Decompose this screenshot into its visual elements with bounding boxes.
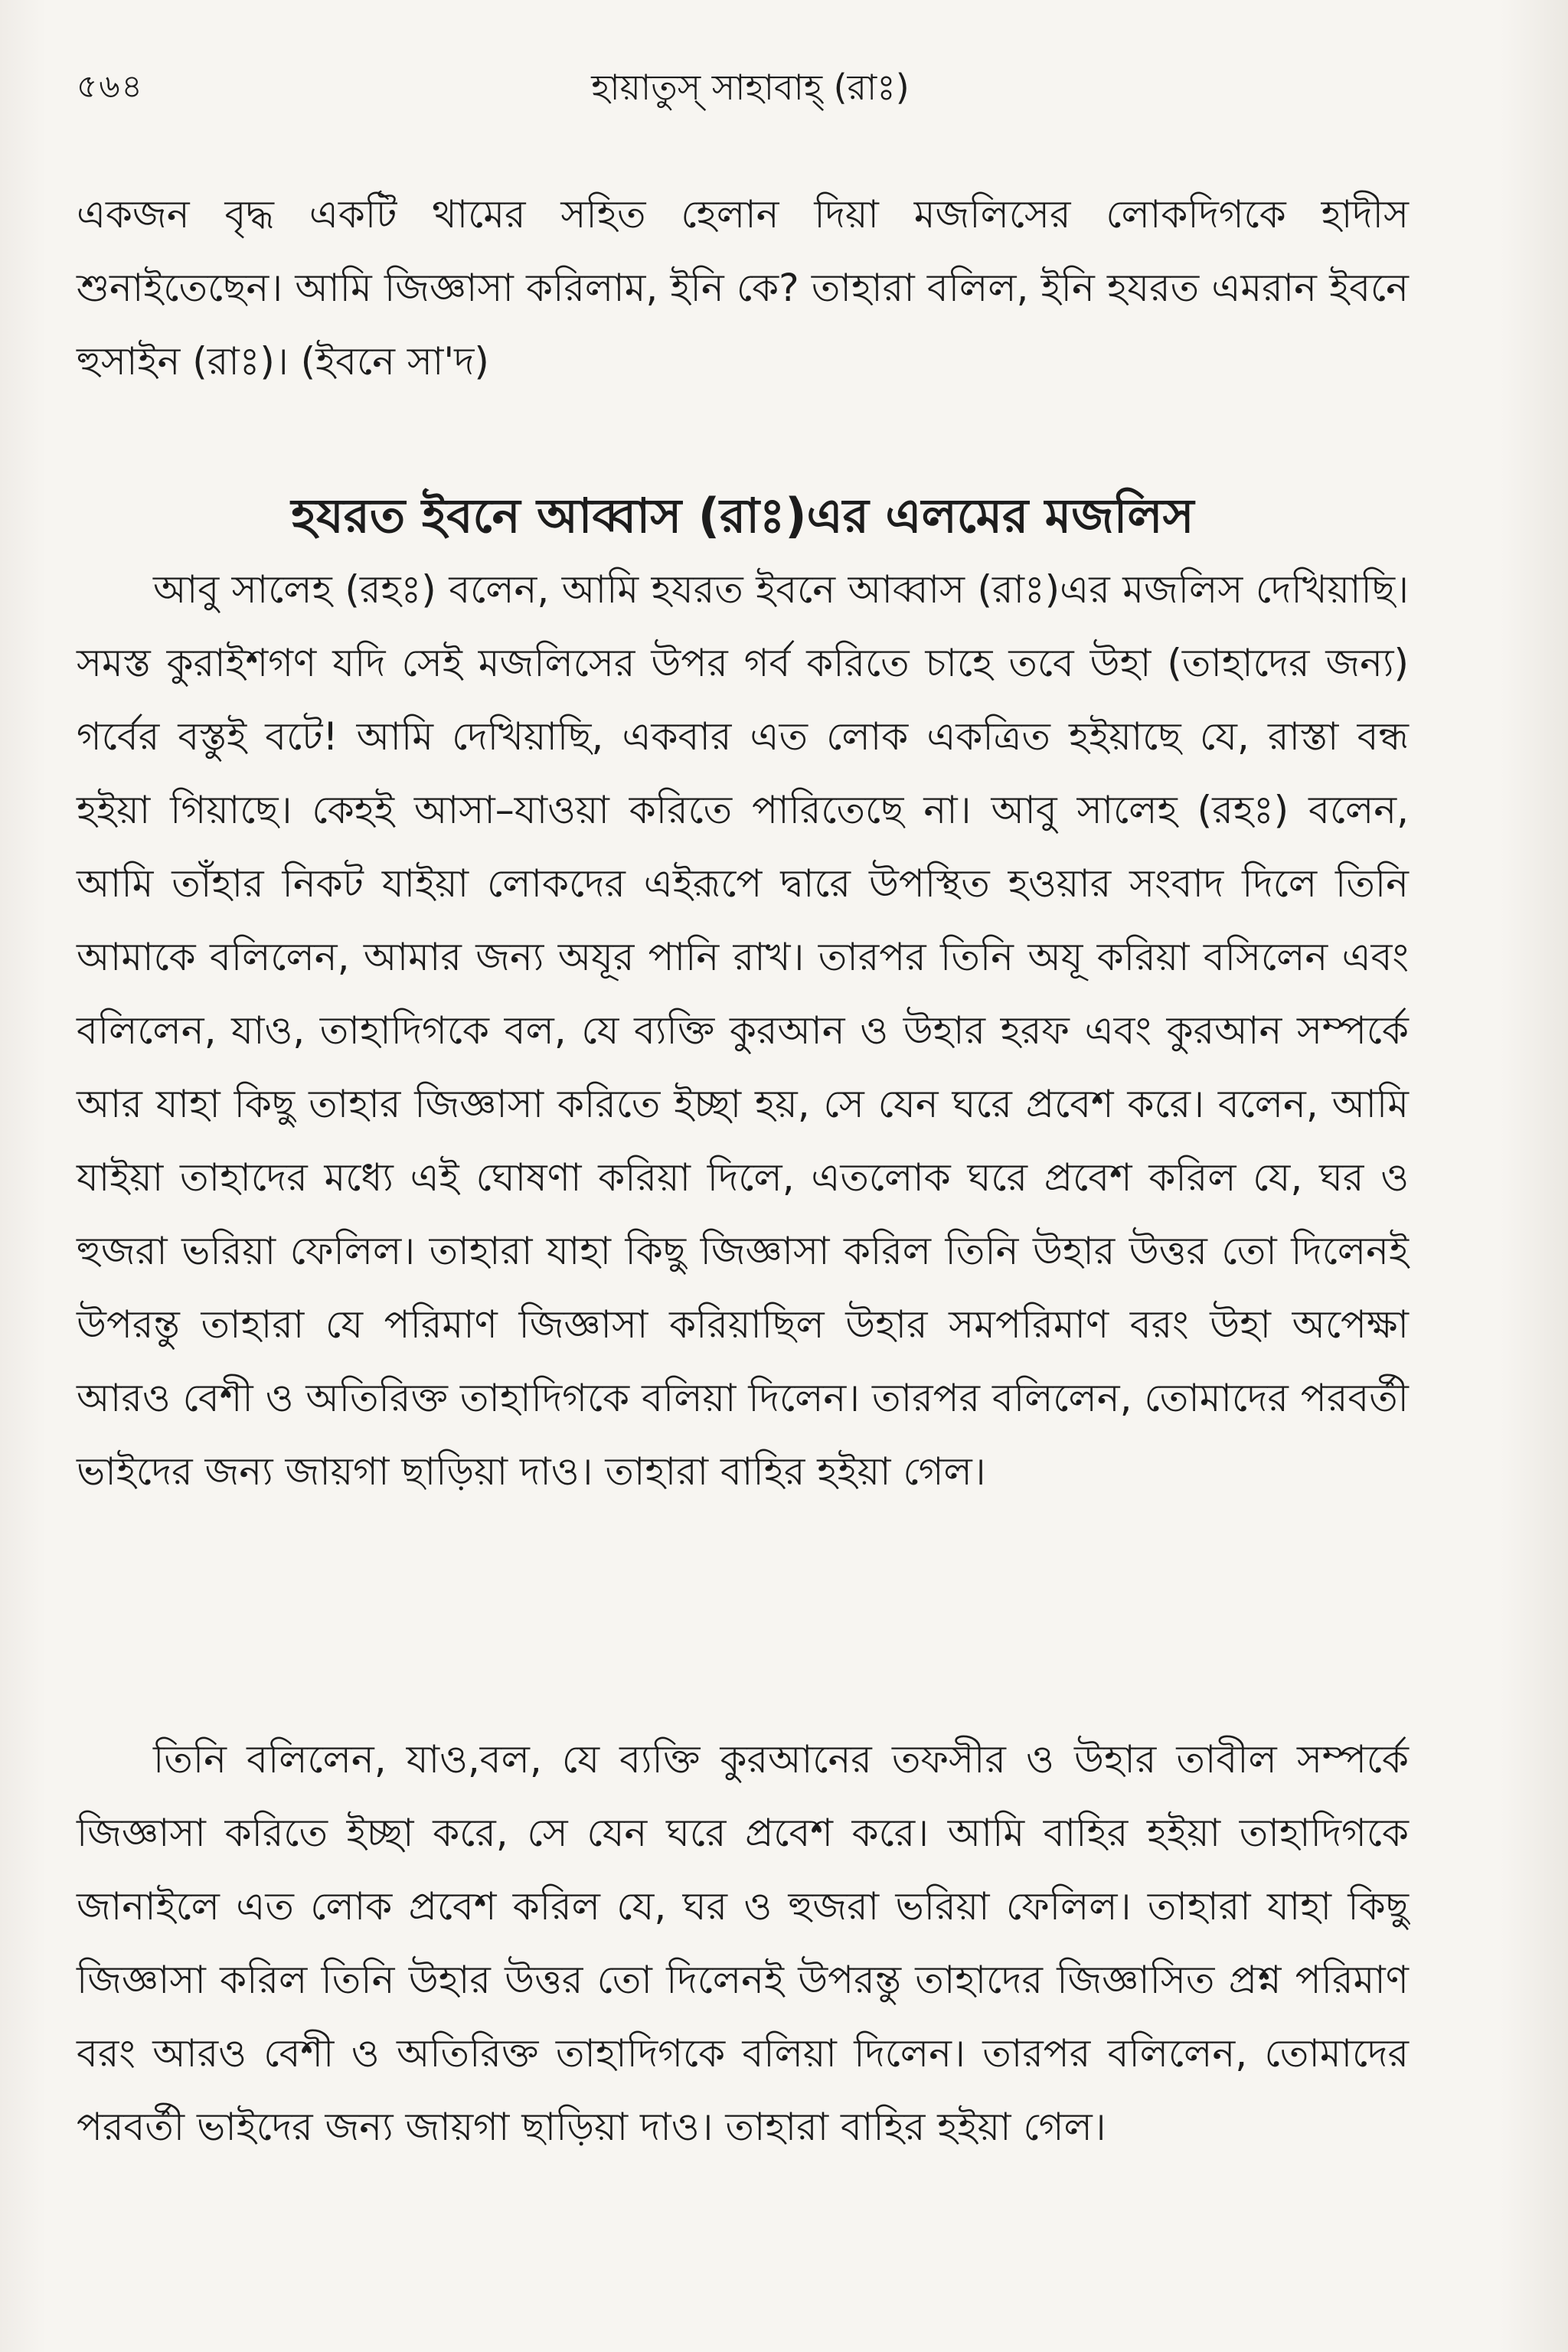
- body-paragraph-1: আবু সালেহ (রহঃ) বলেন, আমি হযরত ইবনে আব্বাস (রাঃ)এর মজলিস দেখিয়াছি। সমস্ত কুরাইশগণ যদি সেই মজলিসের উপর গর্ব করিতে চাহে তবে উহা (তাহাদের জন্য) গর্বের বস্তুই বটে! আমি দেখিয়াছি, একবার এত লোক একত্রিত হইয়াছে যে, রাস্তা বন্ধ হইয়া গিয়াছে। কেহই আসা–যাওয়া করিতে পারিতেছে না। আবু সালেহ (রহঃ) বলেন, আমি তাঁহার নিকট যাইয়া লোকদের এইরূপে দ্বারে উপস্থিত হওয়ার সংবাদ দিলে তিনি আমাকে বলিলেন, আমার জন্য অযূর পানি রাখ। তারপর তিনি অযূ করিয়া বসিলেন এবং বলিলেন, যাও, তাহাদিগকে বল, যে ব্যক্তি কুরআন ও উহার হরফ এবং কুরআন সম্পর্কে আর যাহা কিছু তাহার জিজ্ঞাসা করিতে ইচ্ছা হয়, সে যেন ঘরে প্রবেশ করে। বলেন, আমি যাইয়া তাহাদের মধ্যে এই ঘোষণা করিয়া দিলে, এতলোক ঘরে প্রবেশ করিল যে, ঘর ও হুজরা ভরিয়া ফেলিল। তাহারা যাহা কিছু জিজ্ঞাসা করিল তিনি উহার উত্তর তো দিলেনই উপরন্তু তাহারা যে পরিমাণ জিজ্ঞাসা করিয়াছিল উহার সমপরিমাণ বরং উহা অপেক্ষা আরও বেশী ও অতিরিক্ত তাহাদিগকে বলিয়া দিলেন। তারপর বলিলেন, তোমাদের পরবর্তী ভাইদের জন্য জায়গা ছাড়িয়া দাও। তাহারা বাহির হইয়া গেল।: [77, 567, 1409, 1494]
- running-title: হায়াতুস্ সাহাবাহ্ (রাঃ): [591, 67, 910, 108]
- intro-paragraph: একজন বৃদ্ধ একটি থামের সহিত হেলান দিয়া মজলিসের লোকদিগকে হাদীস শুনাইতেছেন। আমি জিজ্ঞাসা করিলাম, ইনি কে? তাহারা বলিল, ইনি হযরত এমরান ইবনে হুসাইন (রাঃ)। (ইবনে সা'দ): [77, 192, 1409, 384]
- body-paragraph-2: তিনি বলিলেন, যাও,বল, যে ব্যক্তি কুরআনের তফসীর ও উহার তাবীল সম্পর্কে জিজ্ঞাসা করিতে ইচ্ছা করে, সে যেন ঘরে প্রবেশ করে। আমি বাহির হইয়া তাহাদিগকে জানাইলে এত লোক প্রবেশ করিল যে, ঘর ও হুজরা ভরিয়া ফেলিল। তাহারা যাহা কিছু জিজ্ঞাসা করিল তিনি উহার উত্তর তো দিলেনই উপরন্তু তাহাদের জিজ্ঞাসিত প্রশ্ন পরিমাণ বরং আরও বেশী ও অতিরিক্ত তাহাদিগকে বলিয়া দিলেন। তারপর বলিলেন, তোমাদের পরবর্তী ভাইদের জন্য জায়গা ছাড়িয়া দাও। তাহারা বাহির হইয়া গেল।: [77, 1737, 1409, 2149]
- page-number: ৫৬৪: [77, 67, 144, 105]
- section-heading: হযরত ইবনে আব্বাস (রাঃ)এর এলমের মজলিস: [291, 488, 1194, 544]
- page-header: [0, 54, 1568, 122]
